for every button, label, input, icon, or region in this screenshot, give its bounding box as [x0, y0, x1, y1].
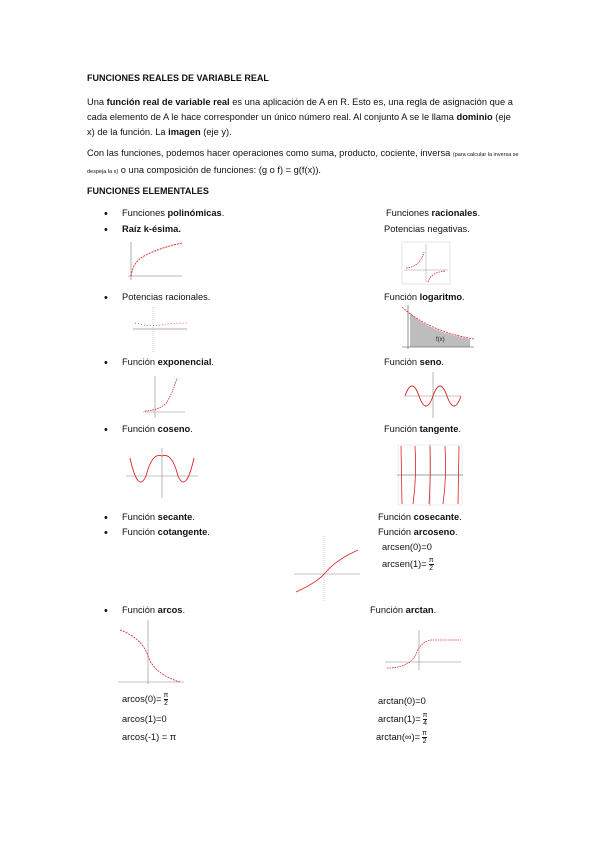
text: o una composición de funciones: (g o f) = g(f(x)).: [118, 165, 322, 175]
fraction: [423, 712, 428, 727]
curve: [135, 323, 187, 326]
curve: [120, 630, 180, 682]
item-cosecante: [378, 512, 462, 522]
bullet: •: [104, 605, 108, 617]
bullet: •: [104, 224, 108, 236]
text: .: [459, 512, 462, 522]
text: .: [462, 292, 465, 302]
fraction: [422, 730, 427, 745]
bold-term: dominio: [456, 112, 493, 122]
text: Con las funciones, podemos hacer operaciones como suma, producto, cociente, inversa: [87, 148, 453, 158]
text: .: [441, 357, 444, 367]
curve-right: [428, 271, 446, 282]
bullet: •: [104, 208, 108, 220]
text: Potencias negativas.: [384, 224, 470, 234]
numerator: π: [163, 692, 169, 699]
arctan-value-2: [378, 712, 427, 727]
text: .: [190, 424, 193, 434]
numerator: π: [422, 730, 427, 737]
item-raiz: [122, 224, 181, 234]
arcsen-value-2: [382, 557, 434, 572]
graph-arctan: [385, 630, 461, 672]
text: Función: [384, 292, 420, 302]
graph-potencias-negativas: [400, 240, 452, 286]
text: .: [477, 208, 481, 218]
page-title: FUNCIONES REALES DE VARIABLE REAL: [87, 73, 269, 83]
denominator: 2: [429, 565, 434, 572]
text: Función: [370, 605, 406, 615]
bold-term: coseno: [157, 424, 191, 434]
text: Función: [378, 512, 414, 522]
item-seno: [384, 357, 444, 367]
arctan-value-3: [376, 730, 427, 745]
text: Potencias racionales.: [122, 292, 211, 302]
text: (eje x) de la función. La: [87, 112, 511, 137]
graph-seno: [405, 372, 461, 418]
denominator: 4: [423, 720, 428, 727]
bold-term: arctan: [405, 605, 434, 615]
curve: [387, 640, 461, 668]
item-logaritmo: [384, 292, 465, 302]
text: .: [192, 512, 195, 522]
small-note: (para calcular la inversa se despeja la x): [87, 152, 519, 175]
text: .: [433, 605, 437, 615]
bold-term: arcoseno: [413, 527, 456, 537]
curve: [145, 378, 177, 411]
fraction: [429, 557, 434, 572]
text: Función: [384, 357, 420, 367]
item-tangente: [384, 424, 461, 434]
item-potencias-racionales: [122, 292, 210, 302]
bullet: •: [104, 512, 108, 524]
text: Función: [122, 357, 158, 367]
graph-tangente: [397, 444, 463, 506]
denominator: 2: [422, 738, 427, 745]
bold-term: polinómicas: [167, 208, 222, 218]
graph-potencias-racionales: [133, 305, 187, 355]
bullet: •: [104, 527, 108, 539]
text: Función: [378, 527, 414, 537]
text: arcsen(1)=: [382, 558, 427, 569]
graph-exponencial: [143, 374, 185, 420]
item-arcoseno: [378, 527, 458, 537]
bold-term: exponencial: [157, 357, 212, 367]
arcos-value-1: [122, 692, 168, 707]
bullet: •: [104, 357, 108, 369]
text: Función: [122, 512, 158, 522]
denominator: 2: [164, 700, 168, 707]
area-label: f(x): [436, 337, 445, 343]
curve-left: [406, 252, 424, 268]
bold-term: racionales: [431, 208, 478, 218]
text: .: [221, 208, 225, 218]
bold-term: secante: [157, 512, 193, 522]
text: .: [182, 605, 186, 615]
bullet: •: [104, 292, 108, 304]
definition-paragraph: [87, 95, 519, 140]
bullet: •: [104, 424, 108, 436]
item-potencias-negativas: [384, 224, 470, 234]
text: .: [211, 357, 214, 367]
text: Función: [122, 527, 158, 537]
curve: [131, 243, 182, 276]
graph-arcos: [118, 620, 184, 688]
text: Función: [122, 424, 158, 434]
text: es una aplicación de A en R. Esto es, una regla de asignación que a cada elemento de A le hace corresponder un único número real. Al conjunto A se le llama: [87, 97, 513, 122]
text: .: [207, 527, 210, 537]
item-arcos: [122, 605, 185, 615]
text: arcos(0)=: [122, 693, 162, 704]
operations-paragraph: [87, 146, 519, 180]
graph-logaritmo: [392, 305, 476, 353]
item-arctan: [370, 605, 436, 615]
text: Funciones: [122, 208, 168, 218]
text: Función: [122, 605, 158, 615]
text: Funciones: [386, 208, 432, 218]
item-racionales: [386, 208, 480, 218]
text: Una: [87, 97, 107, 107]
bold-term: imagen: [168, 127, 201, 137]
text: .: [458, 424, 462, 434]
item-polinomicas: [122, 208, 224, 218]
text: Función: [384, 424, 420, 434]
curve: [296, 550, 358, 592]
text: .: [455, 527, 458, 537]
graph-coseno: [126, 448, 198, 498]
numerator: π: [422, 712, 428, 719]
arcsen-value-1: arcsen(0)=0: [382, 542, 432, 552]
bold-term: tangente: [419, 424, 459, 434]
arcos-value-3: arcos(-1) = π: [122, 732, 177, 742]
bold-term: cotangente: [157, 527, 208, 537]
fraction: [164, 692, 169, 707]
arctan-value-1: arctan(0)=0: [378, 696, 426, 706]
item-coseno: [122, 424, 193, 434]
item-exponencial: [122, 357, 214, 367]
arcos-value-2: arcos(1)=0: [122, 714, 167, 724]
graph-raiz: [126, 240, 184, 284]
section-heading: FUNCIONES ELEMENTALES: [87, 186, 209, 196]
bold-term: arcos: [157, 605, 183, 615]
bold-term: Raíz k-ésima.: [122, 224, 181, 234]
text: (eje y).: [200, 127, 232, 137]
item-secante: [122, 512, 195, 522]
bold-term: cosecante: [413, 512, 460, 522]
graph-arcoseno: [294, 536, 360, 602]
numerator: π: [428, 557, 434, 564]
text: arctan(1)=: [378, 713, 421, 724]
bold-term: logaritmo: [419, 292, 463, 302]
item-cotangente: [122, 527, 210, 537]
bold-term: función real de variable real: [106, 97, 230, 107]
text: arctan(∞)=: [376, 731, 421, 742]
bold-term: seno: [419, 357, 442, 367]
